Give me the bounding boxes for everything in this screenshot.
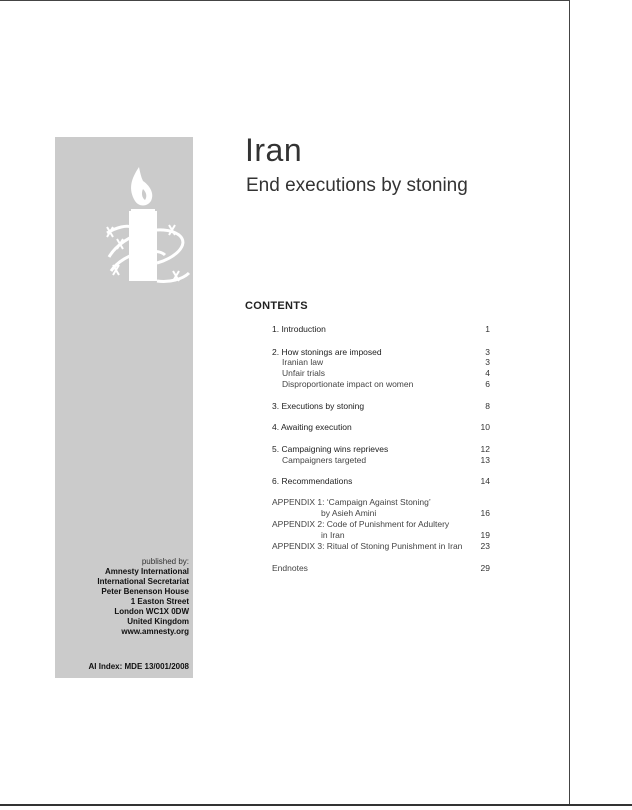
- toc-entry-label: by Asieh Amini: [321, 508, 377, 518]
- toc-entry-label: 4. Awaiting execution: [272, 422, 352, 432]
- toc-entry-page: 29: [480, 563, 490, 573]
- publisher-line: Peter Benenson House: [101, 587, 189, 596]
- toc-entry-page: 16: [480, 508, 490, 518]
- ai-index: AI Index: MDE 13/001/2008: [88, 662, 189, 671]
- toc-entry-label: 5. Campaigning wins reprieves: [272, 444, 389, 454]
- toc-entry-page: 3: [485, 347, 490, 357]
- page-border-bottom: [0, 804, 632, 806]
- toc-entry-label: APPENDIX 2: Code of Punishment for Adultery: [272, 519, 450, 529]
- cover-title: Iran: [245, 132, 303, 168]
- toc-entry-label: in Iran: [321, 530, 345, 540]
- publisher-line: London WC1X 0DW: [114, 607, 189, 616]
- toc-entry-page: 1: [485, 324, 490, 334]
- toc-entry-label: 3. Executions by stoning: [272, 401, 365, 411]
- toc-entry-label: 2. How stonings are imposed: [272, 347, 382, 357]
- toc-entry-page: 13: [480, 455, 490, 465]
- publisher-block: [97, 557, 189, 637]
- toc-appendix-continued: [272, 530, 490, 540]
- toc-entry: [272, 476, 490, 486]
- toc-entry: [272, 324, 490, 334]
- toc-entry: [272, 422, 490, 432]
- toc-subentry: [272, 455, 490, 465]
- toc-entry-label: Iranian law: [282, 357, 324, 367]
- toc-appendix: [272, 497, 490, 507]
- toc-entry-label: Campaigners targeted: [282, 455, 367, 465]
- toc-entry: [272, 444, 490, 454]
- page-border-right: [569, 0, 570, 805]
- toc-entry-label: APPENDIX 3: Ritual of Stoning Punishment in Iran: [272, 541, 463, 551]
- published-by-label: published by:: [141, 557, 189, 566]
- toc-appendix: [272, 541, 490, 551]
- toc-entry-page: 3: [485, 357, 490, 367]
- cover-sidebar: [55, 137, 193, 678]
- toc-entry-label: 6. Recommendations: [272, 476, 353, 486]
- toc-entry-label: 1. Introduction: [272, 324, 326, 334]
- toc-entry-page: 23: [480, 541, 490, 551]
- publisher-line: International Secretariat: [97, 577, 189, 586]
- publisher-line: United Kingdom: [127, 617, 189, 626]
- contents-heading: CONTENTS: [245, 300, 308, 312]
- toc-entry-page: 14: [480, 476, 490, 486]
- toc-entry: [272, 401, 490, 411]
- toc-entry-label: Unfair trials: [282, 368, 325, 378]
- toc-entry-label: Endnotes: [272, 563, 308, 573]
- publisher-line: Amnesty International: [104, 567, 189, 576]
- page-border-top: [0, 0, 570, 1]
- toc-subentry: [272, 368, 490, 378]
- toc-entry-page: 10: [480, 422, 490, 432]
- toc-entry-label: Disproportionate impact on women: [282, 379, 414, 389]
- publisher-website: www.amnesty.org: [121, 627, 189, 636]
- toc-appendix: [272, 519, 490, 529]
- toc-entry-page: 19: [480, 530, 490, 540]
- toc-subentry: [272, 357, 490, 367]
- toc-appendix-continued: [272, 508, 490, 518]
- cover-subtitle: End executions by stoning: [246, 175, 468, 196]
- toc-entry-page: 4: [485, 368, 490, 378]
- toc-entry-page: 6: [485, 379, 490, 389]
- candle-barbed-wire-icon: [103, 159, 193, 304]
- toc-entry-page: 12: [480, 444, 490, 454]
- toc-subentry: [272, 379, 490, 389]
- toc-entry-page: 8: [485, 401, 490, 411]
- toc-entry: [272, 347, 490, 357]
- toc-entry-label: APPENDIX 1: ‘Campaign Against Stoning’: [272, 497, 431, 507]
- publisher-line: 1 Easton Street: [130, 597, 189, 606]
- toc-entry: [272, 563, 490, 573]
